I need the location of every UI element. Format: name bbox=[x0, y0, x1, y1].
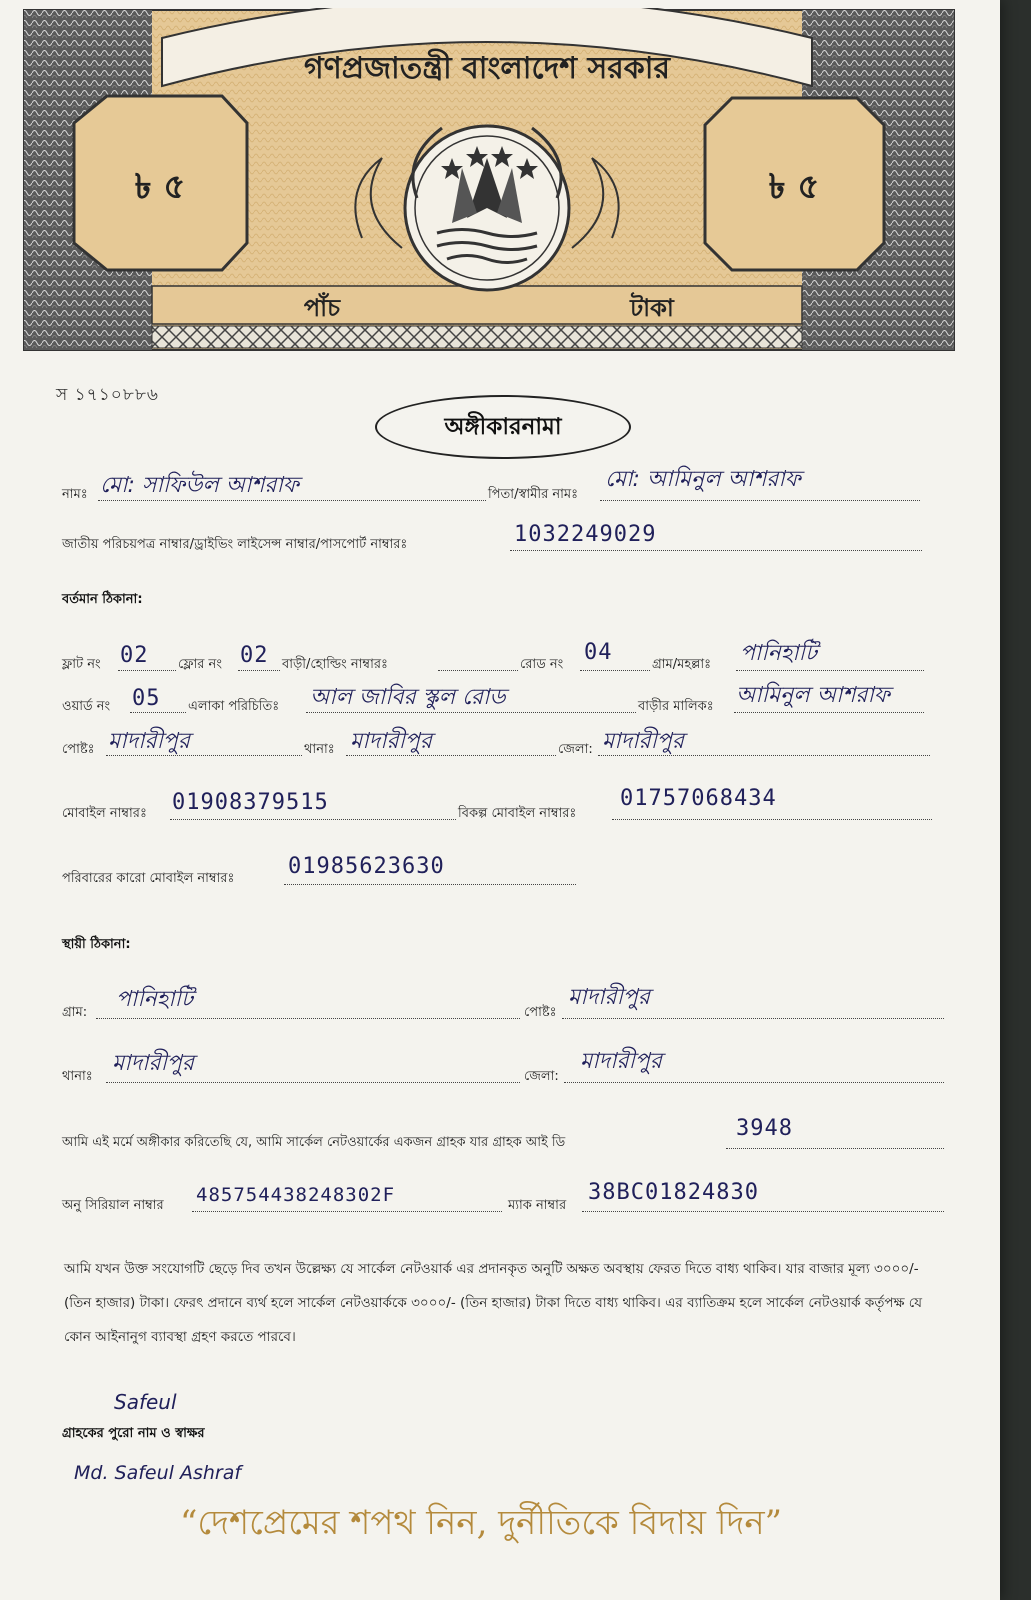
stamp-value-left: ৳ ৫ bbox=[134, 167, 186, 207]
stamp-value-right: ৳ ৫ bbox=[768, 167, 820, 207]
thana-value: মাদারীপুর bbox=[350, 729, 432, 754]
area-value: আল জাবির স্কুল রোড bbox=[310, 685, 506, 710]
customer-signature: Safeul bbox=[114, 1390, 177, 1414]
name-label: নামঃ bbox=[62, 487, 88, 502]
mac-label: ম্যাক নাম্বার bbox=[508, 1198, 567, 1213]
holding-line bbox=[438, 669, 518, 671]
customer-id-line bbox=[726, 1147, 944, 1149]
floor-label: ফ্লোর নং bbox=[178, 657, 222, 672]
stamp-banner bbox=[22, 8, 957, 353]
perm-district-value: মাদারীপুর bbox=[580, 1049, 662, 1074]
slogan: “দেশপ্রেমের শপথ নিন, দুর্নীতিকে বিদায় দিন” bbox=[180, 1503, 783, 1543]
village-label: গ্রাম/মহল্লাঃ bbox=[652, 657, 712, 672]
father-line bbox=[600, 499, 920, 501]
floor-line bbox=[238, 669, 280, 671]
road-line bbox=[580, 669, 650, 671]
stamp-serial-number: স ১৭১০৮৮৬ bbox=[56, 385, 159, 405]
declaration-paragraph: আমি যখন উক্ত সংযোগটি ছেড়ে দিব তখন উল্লেক্ষ্য যে সার্কেল নেটওয়ার্ক এর প্রদানকৃত অনুটি অক্ষত অবস্থায় ফেরত দিতে বাধ্য থাকিব। যার বাজার মূল্য ৩০০০/- (তিন হাজার) টাকা। ফেরৎ প্রদানে ব্যর্থ হলে সার্কেল নেটওয়ার্ককে ৩০০০/- (তিন হাজার) টাকা দিতে বাধ্য থাকিব। এর ব্যাতিক্রম হলে সার্কেল নেটওয়ার্ক কর্তৃপক্ষ যে কোন আইনানুগ ব্যাবস্থা গ্রহণ করতে পারবে। bbox=[64, 1261, 923, 1345]
mobile-line bbox=[170, 818, 456, 820]
mobile-value: 01908379515 bbox=[172, 790, 329, 815]
area-label: এলাকা পরিচিতিঃ bbox=[188, 699, 280, 714]
mobile-label: মোবাইল নাম্বারঃ bbox=[62, 806, 147, 821]
road-label: রোড নং bbox=[520, 657, 564, 672]
village-value: পানিহাটি bbox=[740, 641, 817, 666]
name-value: মো: সাফিউল আশরাফ bbox=[100, 473, 299, 498]
perm-village-value: পানিহাটি bbox=[116, 987, 193, 1012]
owner-label: বাড়ীর মালিকঃ bbox=[638, 699, 714, 714]
district-label: জেলা: bbox=[558, 742, 593, 757]
mac-value: 38BC01824830 bbox=[588, 1180, 759, 1205]
perm-thana-label: থানাঃ bbox=[62, 1069, 93, 1084]
perm-thana-value: মাদারীপুর bbox=[112, 1051, 194, 1076]
alt-mobile-value: 01757068434 bbox=[620, 786, 777, 811]
document-title-text: অঙ্গীকারনামা bbox=[444, 413, 562, 440]
thana-label: থানাঃ bbox=[304, 742, 335, 757]
family-mobile-label: পরিবারের কারো মোবাইল নাম্বারঃ bbox=[62, 871, 235, 886]
mac-line bbox=[582, 1210, 944, 1212]
alt-mobile-line bbox=[612, 818, 932, 820]
signature-label: গ্রাহকের পুরো নাম ও স্বাক্ষর bbox=[62, 1426, 205, 1441]
declaration-line: আমি এই মর্মে অঙ্গীকার করিতেছি যে, আমি সার্কেল নেটওয়ার্কের একজন গ্রাহক যার গ্রাহক আই ডি bbox=[62, 1135, 566, 1150]
holding-label: বাড়ী/হোল্ডিং নাম্বারঃ bbox=[282, 657, 388, 672]
onu-label: অনু সিরিয়াল নাম্বার bbox=[62, 1198, 164, 1213]
perm-post-label: পোষ্টঃ bbox=[524, 1005, 557, 1020]
perm-district-line bbox=[564, 1081, 944, 1083]
alt-mobile-label: বিকল্প মোবাইল নাম্বারঃ bbox=[458, 806, 577, 821]
nid-label: জাতীয় পরিচয়পত্র নাম্বার/ড্রাইভিং লাইসেন্স নাম্বার/পাসপোর্ট নাম্বারঃ bbox=[62, 537, 408, 552]
flat-line bbox=[118, 669, 176, 671]
father-label: পিতা/স্বামীর নামঃ bbox=[488, 487, 579, 502]
stamp-word-left: পাঁচ bbox=[303, 294, 341, 322]
road-value: 04 bbox=[584, 640, 613, 665]
post-label: পোষ্টঃ bbox=[62, 742, 95, 757]
perm-post-line bbox=[562, 1017, 944, 1019]
customer-id-value: 3948 bbox=[736, 1116, 793, 1141]
family-mobile-value: 01985623630 bbox=[288, 854, 445, 879]
flat-label: ফ্লাট নং bbox=[62, 657, 101, 672]
document-title bbox=[375, 395, 631, 459]
floor-value: 02 bbox=[240, 643, 269, 668]
present-address-heading: বর্তমান ঠিকানা: bbox=[62, 592, 143, 607]
stamp-header-text: গণপ্রজাতন্ত্রী বাংলাদেশ সরকার bbox=[304, 51, 670, 86]
onu-value: 485754438248302F bbox=[196, 1184, 396, 1206]
ward-value: 05 bbox=[132, 686, 161, 711]
perm-post-value: মাদারীপুর bbox=[568, 985, 650, 1010]
ward-label: ওয়ার্ড নং bbox=[62, 699, 111, 714]
onu-line bbox=[192, 1210, 502, 1212]
ward-line bbox=[130, 711, 186, 713]
perm-district-label: জেলা: bbox=[524, 1069, 559, 1084]
father-value: মো: আমিনুল আশরাফ bbox=[605, 467, 801, 492]
family-mobile-line bbox=[284, 883, 576, 885]
flat-value: 02 bbox=[120, 643, 149, 668]
stamp-word-right: টাকা bbox=[630, 294, 674, 322]
nid-line bbox=[510, 549, 922, 551]
customer-full-name: Md. Safeul Ashraf bbox=[74, 1462, 242, 1484]
district-value: মাদারীপুর bbox=[602, 729, 684, 754]
owner-value: আমিনুল আশরাফ bbox=[736, 683, 890, 708]
post-value: মাদারীপুর bbox=[108, 729, 190, 754]
perm-village-label: গ্রাম: bbox=[62, 1005, 88, 1020]
nid-value: 1032249029 bbox=[514, 522, 657, 547]
permanent-address-heading: স্থায়ী ঠিকানা: bbox=[62, 937, 131, 952]
